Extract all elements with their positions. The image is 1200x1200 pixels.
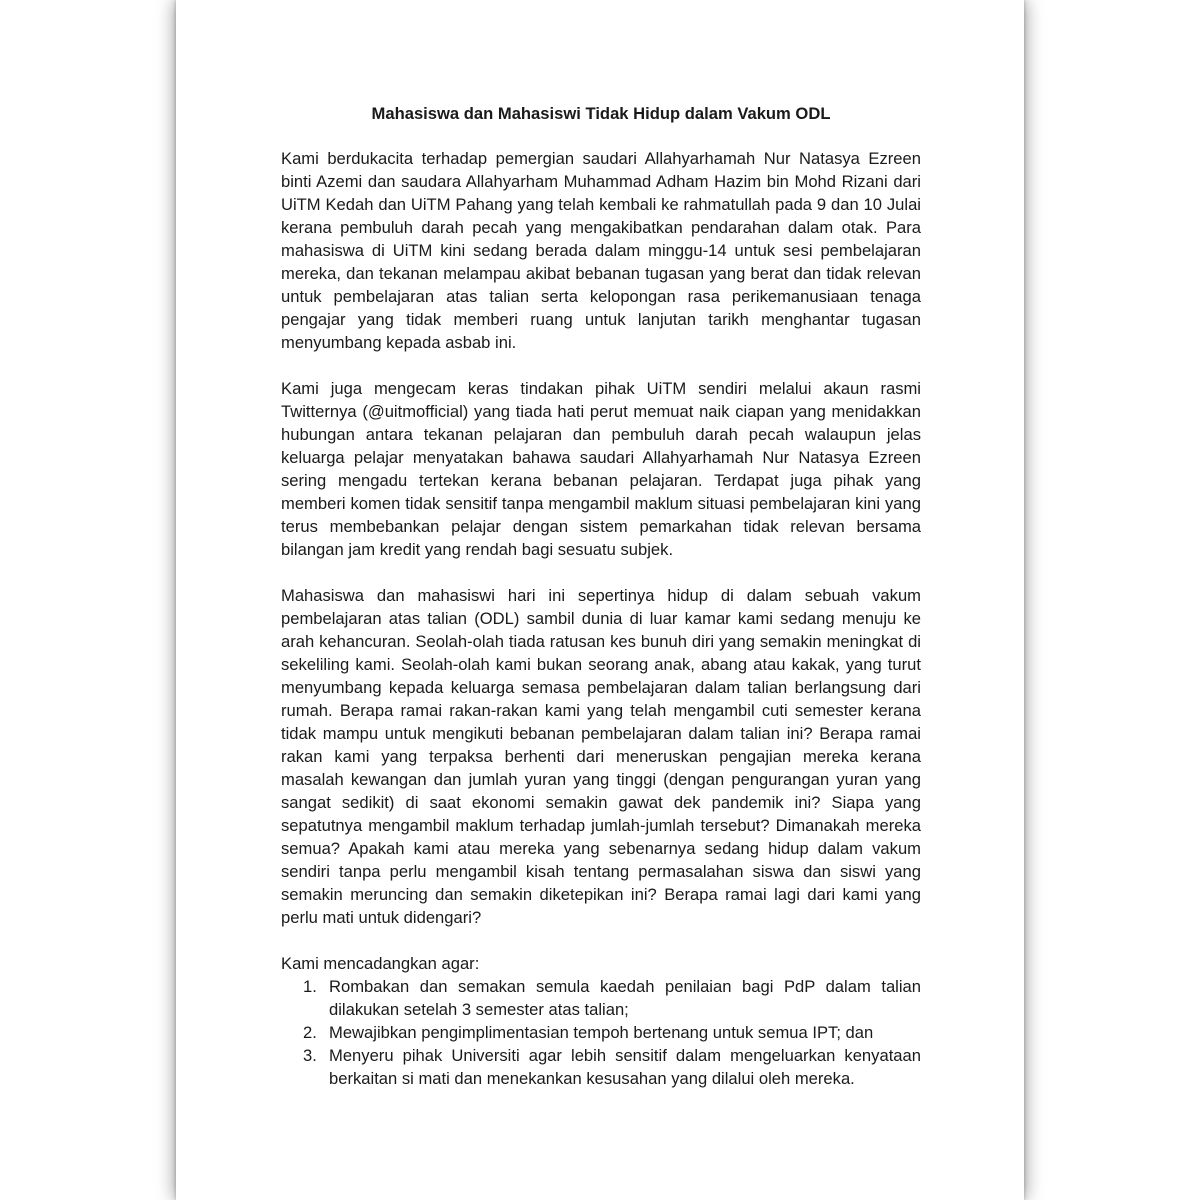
recommendation-item: [303, 975, 921, 1021]
document-body: [281, 102, 921, 1090]
paragraph-odl-vacuum: Mahasiswa dan mahasiswi hari ini sepertinya hidup di dalam sebuah vakum pembelajaran atas talian (ODL) sambil dunia di luar kamar kami sedang menuju ke arah kehancuran. Seolah-olah tiada ratusan kes bunuh diri yang semakin meningkat di sekeliling kami. Seolah-olah kami bukan seorang anak, abang atau kakak, yang turut menyumbang kepada keluarga semasa pembelajaran dalam talian berlangsung dari rumah. Berapa ramai rakan-rakan kami yang telah mengambil cuti semester kerana tidak mampu untuk mengikuti bebanan pembelajaran dalam talian ini? Berapa ramai rakan kami yang terpaksa berhenti dari meneruskan pengajian mereka kerana masalah kewangan dan jumlah yuran yang tinggi (dengan pengurangan yuran yang sangat sedikit) di saat ekonomi semakin gawat dek pandemik ini? Siapa yang sepatutnya mengambil maklum terhadap jumlah-jumlah tersebut? Dimanakah mereka semua? Apakah kami atau mereka yang sebenarnya sedang hidup dalam vakum sendiri tanpa perlu mengambil kisah tentang permasalahan siswa dan siswi yang semakin meruncing dan semakin diketepikan ini? Berapa ramai lagi dari kami yang perlu mati untuk didengari?: [281, 586, 921, 927]
document-page: [176, 0, 1024, 1200]
recommendation-text: Rombakan dan semakan semula kaedah penilaian bagi PdP dalam talian dilakukan setelah 3 semester atas talian;: [329, 977, 921, 1019]
paragraph-condolences: Kami berdukacita terhadap pemergian saudari Allahyarhamah Nur Natasya Ezreen binti Azemi dan saudara Allahyarham Muhammad Adham Hazim bin Mohd Rizani dari UiTM Kedah dan UiTM Pahang yang telah kembali ke rahmatullah pada 9 dan 10 Julai kerana pembuluh darah pecah yang mengakibatkan pendarahan dalam otak. Para mahasiswa di UiTM kini sedang berada dalam minggu-14 untuk sesi pembelajaran mereka, dan tekanan melampau akibat bebanan tugasan yang berat dan tidak relevan untuk pembelajaran atas talian serta kelopongan rasa perikemanusiaan tenaga pengajar yang tidak memberi ruang untuk lanjutan tarikh menghantar tugasan menyumbang kepada asbab ini.: [281, 149, 921, 352]
paragraph-condemnation: Kami juga mengecam keras tindakan pihak UiTM sendiri melalui akaun rasmi Twitternya (@uitmofficial) yang tiada hati perut memuat naik ciapan yang menidakkan hubungan antara tekanan pelajaran dan pembuluh darah pecah walaupun jelas keluarga pelajar menyatakan bahawa saudari Allahyarhamah Nur Natasya Ezreen sering mengadu tertekan kerana bebanan pelajaran. Terdapat juga pihak yang memberi komen tidak sensitif tanpa mengambil maklum situasi pembelajaran kini yang terus membebankan pelajar dengan sistem pemarkahan tidak relevan bersama bilangan jam kredit yang rendah bagi sesuatu subjek.: [281, 379, 921, 559]
document-title: Mahasiswa dan Mahasiswi Tidak Hidup dalam Vakum ODL: [371, 104, 831, 123]
recommendation-text: Mewajibkan pengimplimentasian tempoh bertenang untuk semua IPT; dan: [329, 1023, 874, 1042]
recommendation-text: Menyeru pihak Universiti agar lebih sensitif dalam mengeluarkan kenyataan berkaitan si mati dan menekankan kesusahan yang dilalui oleh mereka.: [329, 1046, 921, 1088]
recommendations-intro: Kami mencadangkan agar:: [281, 954, 480, 973]
recommendations-list: [281, 975, 921, 1090]
recommendation-item: [303, 1044, 921, 1090]
recommendation-number: 1.: [303, 977, 317, 996]
recommendation-number: 3.: [303, 1046, 317, 1065]
recommendation-item: [303, 1021, 921, 1044]
recommendation-number: 2.: [303, 1023, 317, 1042]
